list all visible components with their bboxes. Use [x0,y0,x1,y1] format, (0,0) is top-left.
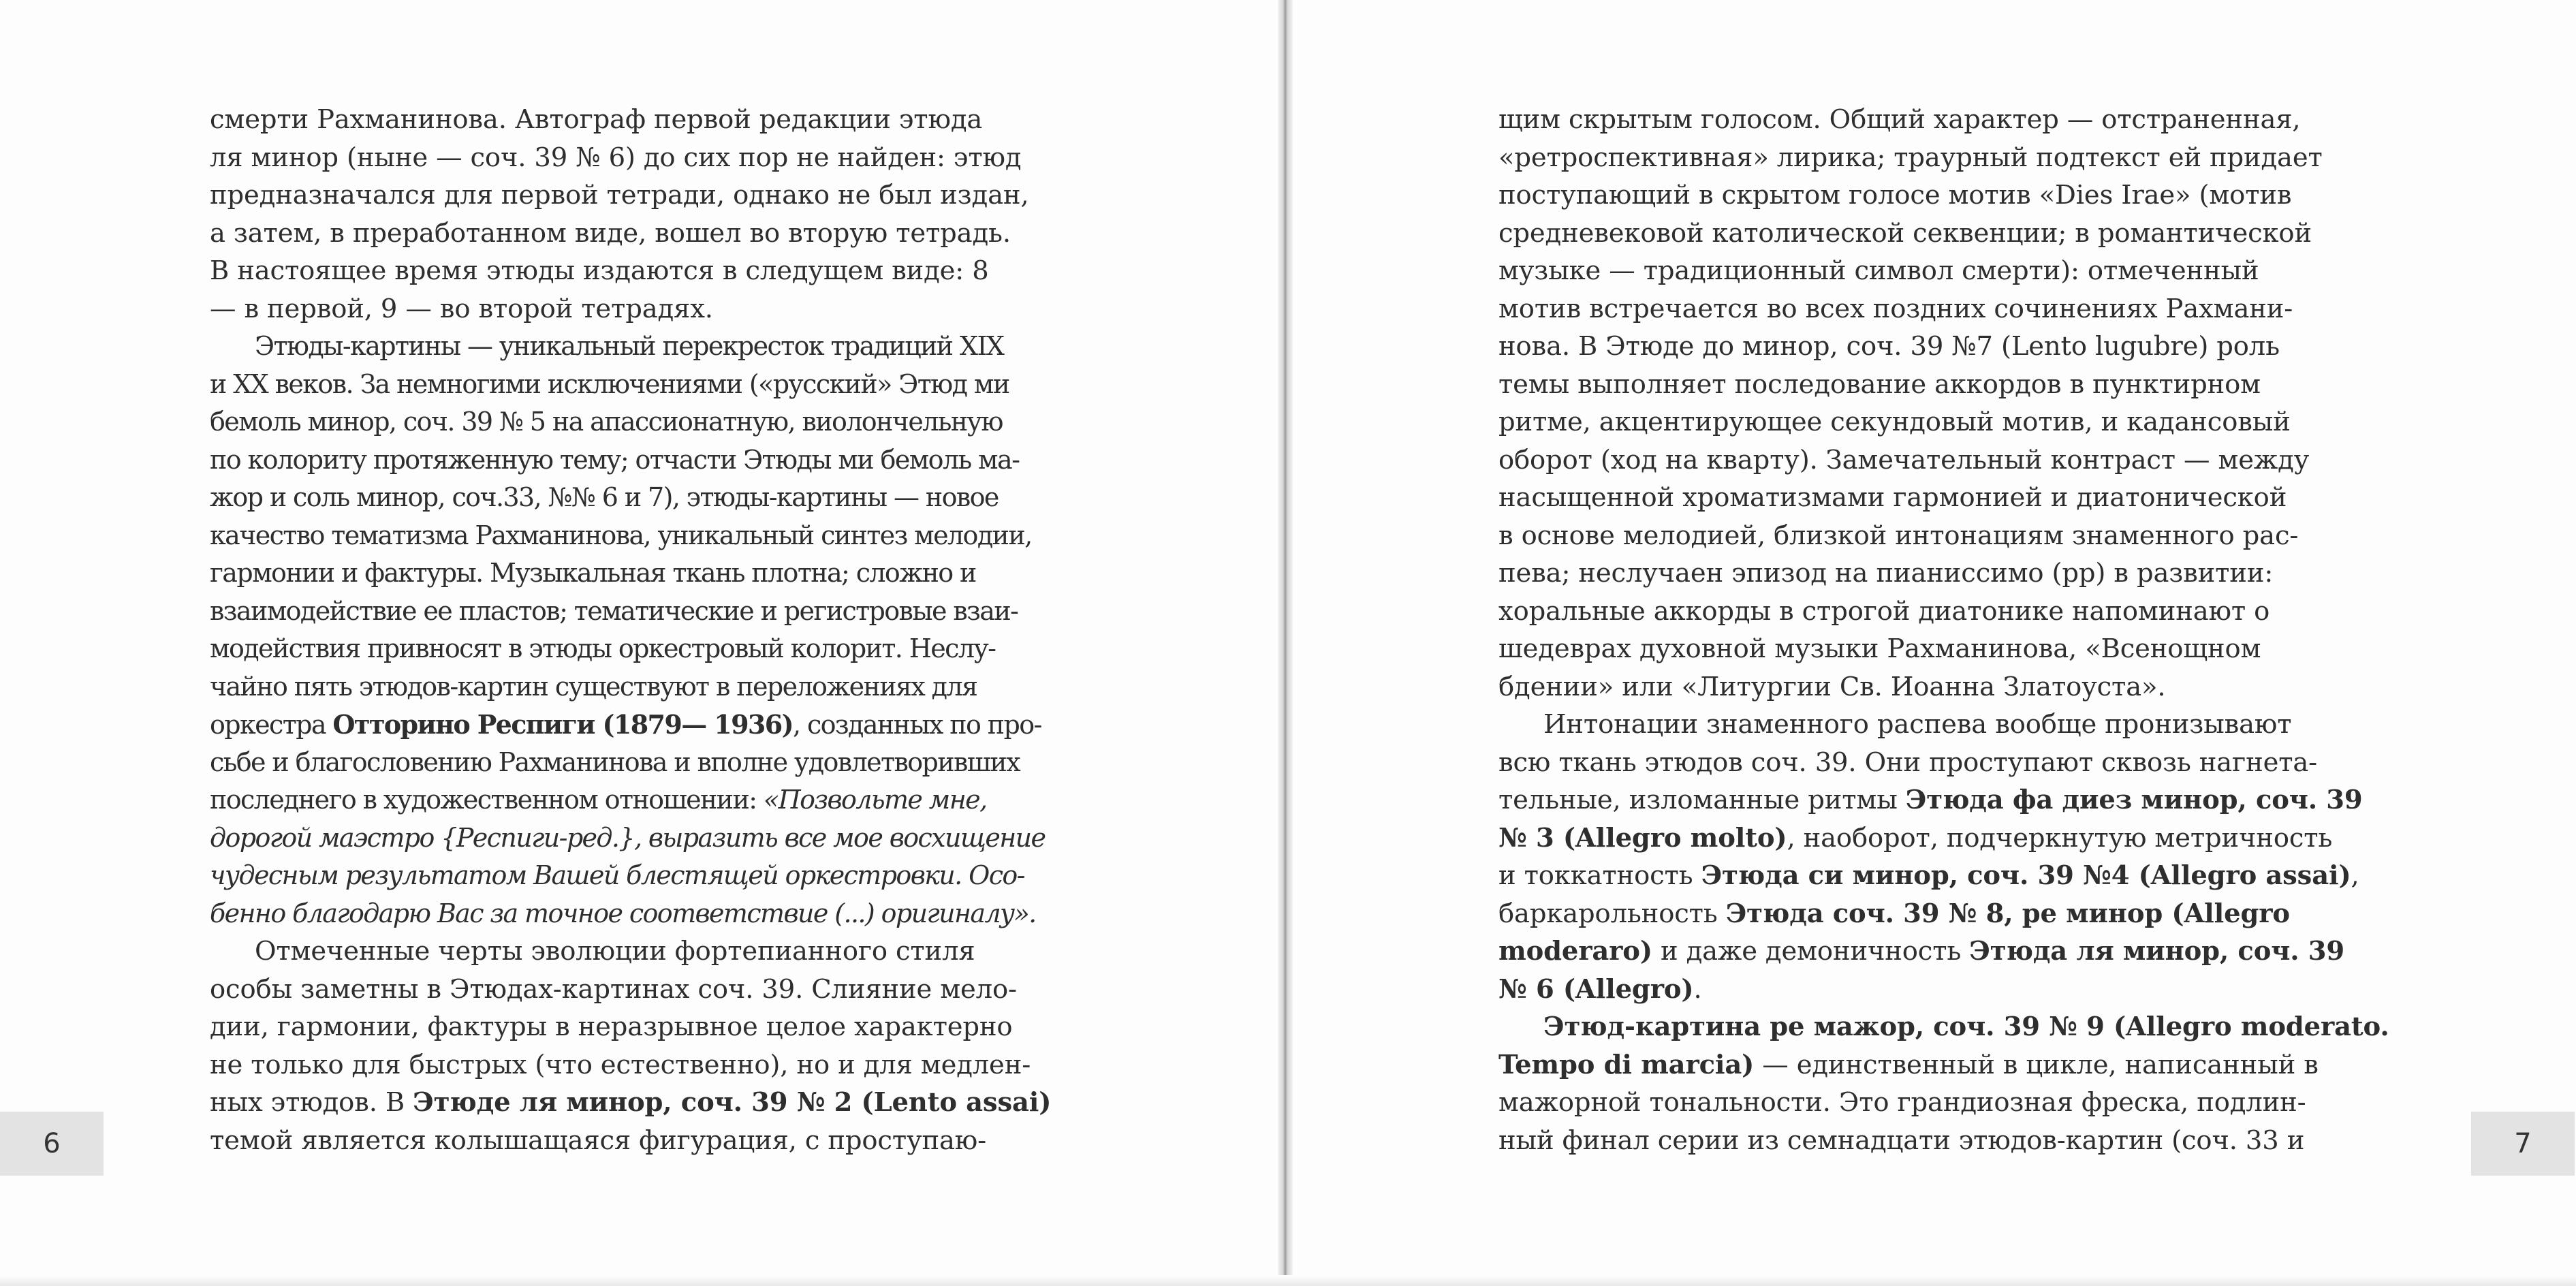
composer-name: Отторино Респиги (1879— 1936) [332,709,793,740]
etude-title: Этюда си минор, соч. 39 №4 (Allegro assai) [1701,860,2351,891]
etude-title: Этюде ля минор, соч. 39 № 2 (Lento assai) [413,1087,1052,1118]
text-line: ля минор (ныне — соч. 39 № 6) до сих пор не найден: этюд [210,142,1022,173]
text-line: и XX веков. За немногими исключениями («русский» Этюд ми [210,368,1009,399]
left-page-text [210,101,1075,1159]
text-line: модействия привносят в этюды оркестровый колорит. Неслу- [210,633,996,663]
page-number-right: 7 [2471,1112,2575,1176]
text-line: Этюды-картины — уникальный перекресток традиций XIX [255,331,1004,361]
text-line: — в первой, 9 — во второй тетрадях. [210,293,713,324]
text-line: мотив встречается во всех поздних сочинениях Рахмани- [1498,293,2293,324]
text-line: Tempo di marcia) — единственный в цикле, написанный в [1498,1049,2319,1080]
text-line: шедеврах духовной музыки Рахманинова, «Всенощном [1498,633,2261,664]
etude-title: Tempo di marcia) [1498,1049,1755,1080]
quote-text: «Позвольте мне, [763,785,987,815]
text-line: взаимодействие ее пластов; тематические и регистровые взаи- [210,595,1018,626]
text-line: ритме, акцентирующее секундовый мотив, и кадансовый [1498,407,2291,437]
text-line: жор и соль минор, соч.33, №№ 6 и 7), этюды-картины — новое [210,482,999,512]
text-line: особы заметны в Этюдах-картинах соч. 39. Слияние мело- [210,973,1017,1005]
text-line: музыке — традиционный символ смерти): отмеченный [1498,255,2259,286]
text-line: поступающий в скрытом голосе мотив «Dies Irae» (мотив [1498,180,2292,210]
text-line: В настоящее время этюды издаются в следущем виде: 8 [210,255,989,286]
text-line: и токкатность Этюда си минор, соч. 39 №4 (Allegro assai), [1498,860,2359,891]
text-line: средневековой католической секвенции; в романтической [1498,217,2312,249]
text-line: ный финал серии из семнадцати этюдов-картин (соч. 33 и [1498,1125,2305,1156]
text-line: качество тематизма Рахманинова, уникальный синтез мелодии, [210,520,1032,550]
text-line: пева; неслучаен эпизод на пианиссимо (pp) в развитии: [1498,558,2274,589]
quote-text: дорогой маэстро {Респиги-ред.}, выразить все мое восхищение [210,822,1046,853]
quote-text: бенно благодарю Вас за точное соответствие (...) оригиналу». [210,898,1036,928]
text-line: смерти Рахманинова. Автограф первой редакции этюда [210,104,983,135]
text-line: бемоль минор, соч. 39 № 5 на апассионатную, виолончельную [210,407,1003,437]
text-line: гармонии и фактуры. Музыкальная ткань плотна; сложно и [210,558,976,588]
text-line: последнего в художественном отношении: «Позвольте мне, [210,785,987,815]
text-line: по колориту протяженную тему; отчасти Этюды ми бемоль ма- [210,444,1020,475]
etude-title: Этюда ля минор, соч. 39 [1969,936,2345,967]
text-line: предназначался для первой тетради, однако не был издан, [210,180,1029,210]
text-line: насыщенной хроматизмами гармонией и диатонической [1498,482,2287,513]
etude-title: Этюд-картина ре мажор, соч. 39 № 9 (Allegro moderato. [1543,1011,2389,1042]
text-line: Отмеченные черты эволюции фортепианного стиля [255,936,975,967]
text-line: тельные, изломанные ритмы Этюда фа диез минор, соч. 39 [1498,785,2363,815]
text-line: moderaro) и даже демоничность Этюда ля минор, соч. 39 [1498,936,2345,967]
text-line: а затем, в преработанном виде, вошел во вторую тетрадь. [210,217,1011,249]
text-line: «ретроспективная» лирика; траурный подтекст ей придает [1498,142,2323,173]
etude-title: moderaro) [1498,936,1652,967]
text-line: хоральные аккорды в строгой диатонике напоминают о [1498,595,2270,627]
right-page-text [1498,101,2389,1159]
text-line [1498,1008,2389,1046]
etude-title: № 3 (Allegro molto) [1498,822,1787,853]
etude-title: Этюда соч. 39 № 8, ре минор (Allegro [1725,898,2290,929]
text-line [210,819,1075,858]
text-line: щим скрытым голосом. Общий характер — отстраненная, [1498,104,2301,135]
text-line: Интонации знаменного распева вообще пронизывают [1543,709,2292,740]
text-line: баркарольность Этюда соч. 39 № 8, ре минор (Allegro [1498,898,2290,929]
text-line: дии, гармонии, фактуры в неразрывное целое характерно [210,1011,1013,1042]
text-line: оркестра Отторино Респиги (1879— 1936), созданных по про- [210,709,1041,740]
page-bottom-edge [0,1275,2576,1286]
text-line: темы выполняет последование аккордов в пунктирном [1498,368,2261,400]
text-line: в основе мелодией, близкой интонациям знаменного рас- [1498,520,2299,551]
text-line: бдении» или «Литургии Св. Иоанна Златоуста». [1498,671,2166,702]
text-line: № 6 (Allegro). [1498,973,1702,1005]
book-spine-gutter [1278,0,1293,1286]
text-line: нова. В Этюде до минор, соч. 39 №7 (Lento lugubre) роль [1498,331,2280,362]
left-page [0,0,1282,1286]
text-line: чайно пять этюдов-картин существуют в переложениях для [210,671,977,702]
text-line [210,895,1075,933]
quote-text: чудесным результатом Вашей блестящей оркестровки. Осо- [210,860,1024,890]
text-line: № 3 (Allegro molto), наоборот, подчеркнутую метричность [1498,822,2333,853]
text-line: мажорной тональности. Это грандиозная фреска, подлин- [1498,1087,2306,1118]
etude-title: Этюда фа диез минор, соч. 39 [1905,785,2363,815]
text-line: сьбе и благословению Рахманинова и вполне удовлетворивших [210,747,1020,777]
text-line [210,857,1075,895]
text-line: ных этюдов. В Этюде ля минор, соч. 39 № 2 (Lento assai) [210,1087,1052,1118]
text-line: темой является колышащаяся фигурация, с проступаю- [210,1125,987,1156]
page-number-left: 6 [0,1112,104,1176]
text-line: всю ткань этюдов соч. 39. Они проступают сквозь нагнета- [1498,747,2318,778]
text-line: не только для быстрых (что естественно), но и для медлен- [210,1049,1031,1080]
text-line: оборот (ход на кварту). Замечательный контраст — между [1498,444,2310,475]
etude-title: № 6 (Allegro) [1498,973,1694,1005]
